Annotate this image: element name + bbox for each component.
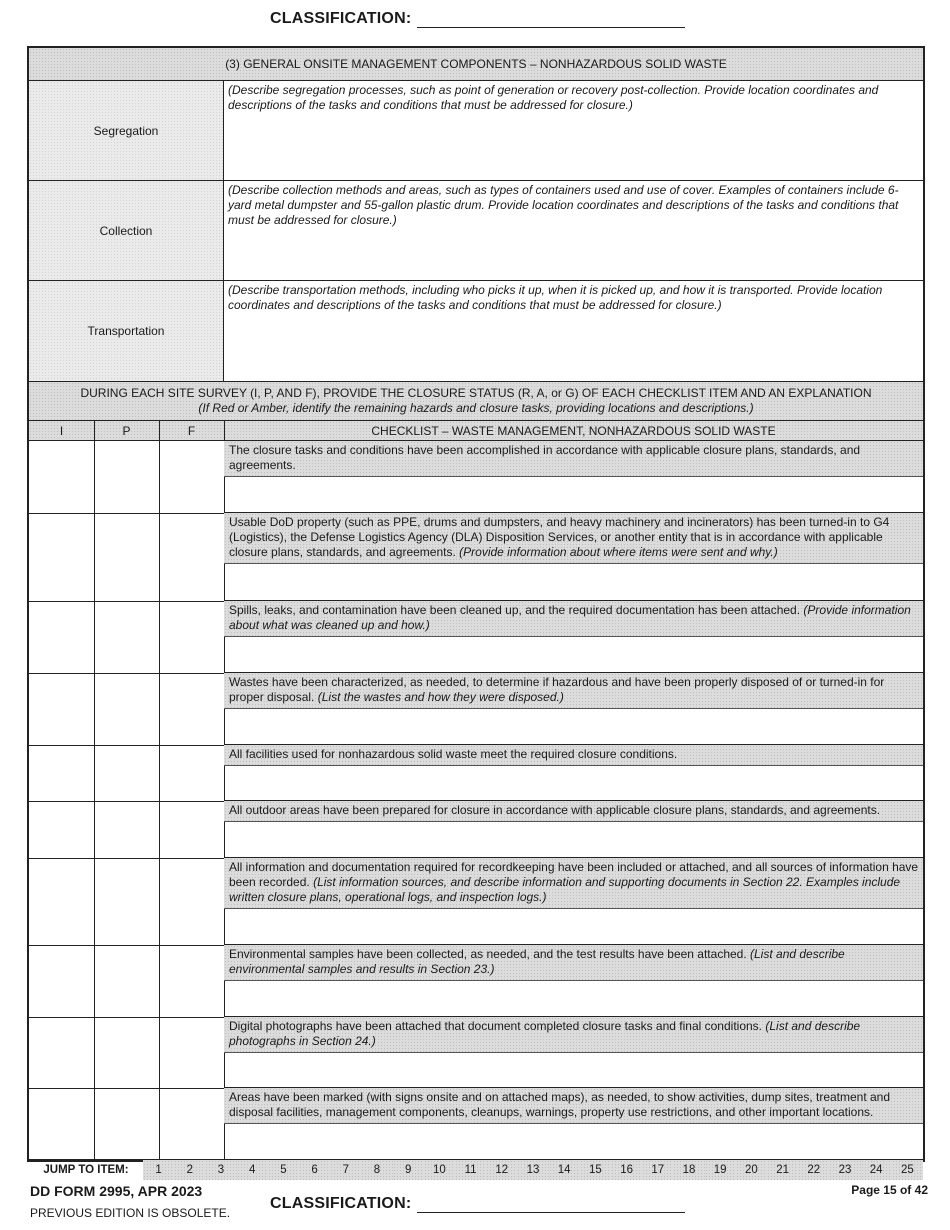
section-title: (3) GENERAL ONSITE MANAGEMENT COMPONENTS – NONHAZARDOUS SOLID WASTE xyxy=(29,48,923,81)
checklist-item-10 xyxy=(224,1088,923,1160)
jump-item-2[interactable]: 2 xyxy=(174,1160,206,1180)
item-question: All information and documentation required for recordkeeping have been included or attached, and all sources of information have been recorded. (List information sources, and describe information and supporting documents in Section 22. Examples include written closure plans, operational logs, and inspection logs.) xyxy=(224,858,923,909)
column-divider xyxy=(159,421,160,1160)
item-question: Usable DoD property (such as PPE, drums and dumpsters, and heavy machinery and incinerators) has been turned-in to G4 (Logistics), the Defense Logistics Agency (DLA) Disposition Services, or another entity that is in accordance with applicable closure plans, standards, and agreements. (Provide information about where items were sent and why.) xyxy=(224,513,923,564)
jump-to-item-bar xyxy=(29,1160,923,1182)
jump-item-8[interactable]: 8 xyxy=(361,1160,393,1180)
row-divider xyxy=(29,801,224,802)
row-divider xyxy=(29,945,224,946)
row-divider xyxy=(29,601,224,602)
checklist-item-6 xyxy=(224,801,923,858)
jump-item-19[interactable]: 19 xyxy=(705,1160,737,1180)
item-question: All facilities used for nonhazardous solid waste meet the required closure conditions. xyxy=(224,745,923,766)
collection-field[interactable]: (Describe collection methods and areas, such as types of containers used and use of cover. Examples of containers include 6-yard metal dumpster and 55-gallon plastic drum. Provide location coordinates and descriptions of the tasks and conditions that must be addressed for closure.) xyxy=(224,181,923,281)
form-id: DD FORM 2995, APR 2023 xyxy=(30,1183,203,1199)
jump-item-11[interactable]: 11 xyxy=(455,1160,487,1180)
checklist-item-9 xyxy=(224,1017,923,1088)
jump-label: JUMP TO ITEM: xyxy=(29,1160,144,1180)
checklist-item-8 xyxy=(224,945,923,1017)
survey-instructions xyxy=(29,382,923,421)
jump-item-24[interactable]: 24 xyxy=(861,1160,893,1180)
segregation-label: Segregation xyxy=(29,81,224,181)
row-divider xyxy=(29,745,224,746)
jump-item-1[interactable]: 1 xyxy=(143,1160,175,1180)
item-question: The closure tasks and conditions have been accomplished in accordance with applicable closure plans, standards, and agreements. xyxy=(224,441,923,477)
jump-item-14[interactable]: 14 xyxy=(549,1160,581,1180)
row-divider xyxy=(29,513,224,514)
classification-line xyxy=(417,1197,685,1213)
jump-item-16[interactable]: 16 xyxy=(611,1160,643,1180)
col-header-f: F xyxy=(159,421,224,441)
row-divider xyxy=(29,1088,224,1089)
item-question: Spills, leaks, and contamination have been cleaned up, and the required documentation has been attached. (Provide information about what was cleaned up and how.) xyxy=(224,601,923,637)
col-header-i: I xyxy=(29,421,94,441)
collection-label: Collection xyxy=(29,181,224,281)
classification-bottom xyxy=(270,1195,685,1213)
jump-item-3[interactable]: 3 xyxy=(205,1160,237,1180)
checklist-item-3 xyxy=(224,601,923,673)
col-header-p: P xyxy=(94,421,159,441)
jump-item-20[interactable]: 20 xyxy=(736,1160,768,1180)
instructions-main: DURING EACH SITE SURVEY (I, P, AND F), PROVIDE THE CLOSURE STATUS (R, A, or G) OF EACH CHECKLIST ITEM AND AN EXPLANATION xyxy=(80,386,872,400)
jump-item-21[interactable]: 21 xyxy=(767,1160,799,1180)
row-divider xyxy=(29,1017,224,1018)
classification-label: CLASSIFICATION: xyxy=(270,1195,412,1212)
item-question: Digital photographs have been attached that document completed closure tasks and final conditions. (List and describe photographs in Section 24.) xyxy=(224,1017,923,1053)
jump-item-7[interactable]: 7 xyxy=(330,1160,362,1180)
jump-item-9[interactable]: 9 xyxy=(393,1160,425,1180)
jump-item-25[interactable]: 25 xyxy=(892,1160,923,1180)
transportation-label: Transportation xyxy=(29,281,224,382)
col-header-checklist: CHECKLIST – WASTE MANAGEMENT, NONHAZARDOUS SOLID WASTE xyxy=(224,421,923,441)
jump-item-15[interactable]: 15 xyxy=(580,1160,612,1180)
checklist-item-5 xyxy=(224,745,923,801)
checklist-item-7 xyxy=(224,858,923,945)
jump-item-18[interactable]: 18 xyxy=(673,1160,705,1180)
checklist-form xyxy=(27,46,925,1176)
jump-item-10[interactable]: 10 xyxy=(424,1160,456,1180)
jump-item-12[interactable]: 12 xyxy=(486,1160,518,1180)
jump-item-22[interactable]: 22 xyxy=(798,1160,830,1180)
segregation-field[interactable]: (Describe segregation processes, such as point of generation or recovery post-collection. Provide location coordinates and descriptions of the tasks and conditions that must be addressed for closure.) xyxy=(224,81,923,181)
jump-item-13[interactable]: 13 xyxy=(517,1160,549,1180)
classification-label: CLASSIFICATION: xyxy=(270,10,412,27)
classification-top xyxy=(270,10,685,28)
jump-item-4[interactable]: 4 xyxy=(237,1160,269,1180)
jump-item-17[interactable]: 17 xyxy=(642,1160,674,1180)
transportation-field[interactable]: (Describe transportation methods, including who picks it up, when it is picked up, and how it is transported. Provide location coordinates and descriptions of the tasks and conditions that must be addressed for closure.) xyxy=(224,281,923,382)
column-divider xyxy=(94,421,95,1160)
jump-item-23[interactable]: 23 xyxy=(829,1160,861,1180)
jump-item-5[interactable]: 5 xyxy=(268,1160,300,1180)
jump-item-6[interactable]: 6 xyxy=(299,1160,331,1180)
row-divider xyxy=(29,858,224,859)
checklist-item-4 xyxy=(224,673,923,745)
obsolete-notice: PREVIOUS EDITION IS OBSOLETE. xyxy=(30,1206,231,1220)
item-question: Areas have been marked (with signs onsite and on attached maps), as needed, to show activities, dump sites, treatment and disposal facilities, management components, cleanups, warnings, property use restrictions, and other important locations. xyxy=(224,1088,923,1124)
checklist-item-2 xyxy=(224,513,923,601)
row-divider xyxy=(29,673,224,674)
item-question: All outdoor areas have been prepared for closure in accordance with applicable closure plans, standards, and agreements. xyxy=(224,801,923,822)
item-question: Environmental samples have been collected, as needed, and the test results have been attached. (List and describe environmental samples and results in Section 23.) xyxy=(224,945,923,981)
checklist-item-1 xyxy=(224,441,923,513)
page-number: Page 15 of 42 xyxy=(851,1183,928,1197)
classification-line xyxy=(417,12,685,28)
instructions-sub: (If Red or Amber, identify the remaining hazards and closure tasks, providing locations and descriptions.) xyxy=(198,401,754,415)
item-question: Wastes have been characterized, as needed, to determine if hazardous and have been properly disposed of or turned-in for proper disposal. (List the wastes and how they were disposed.) xyxy=(224,673,923,709)
